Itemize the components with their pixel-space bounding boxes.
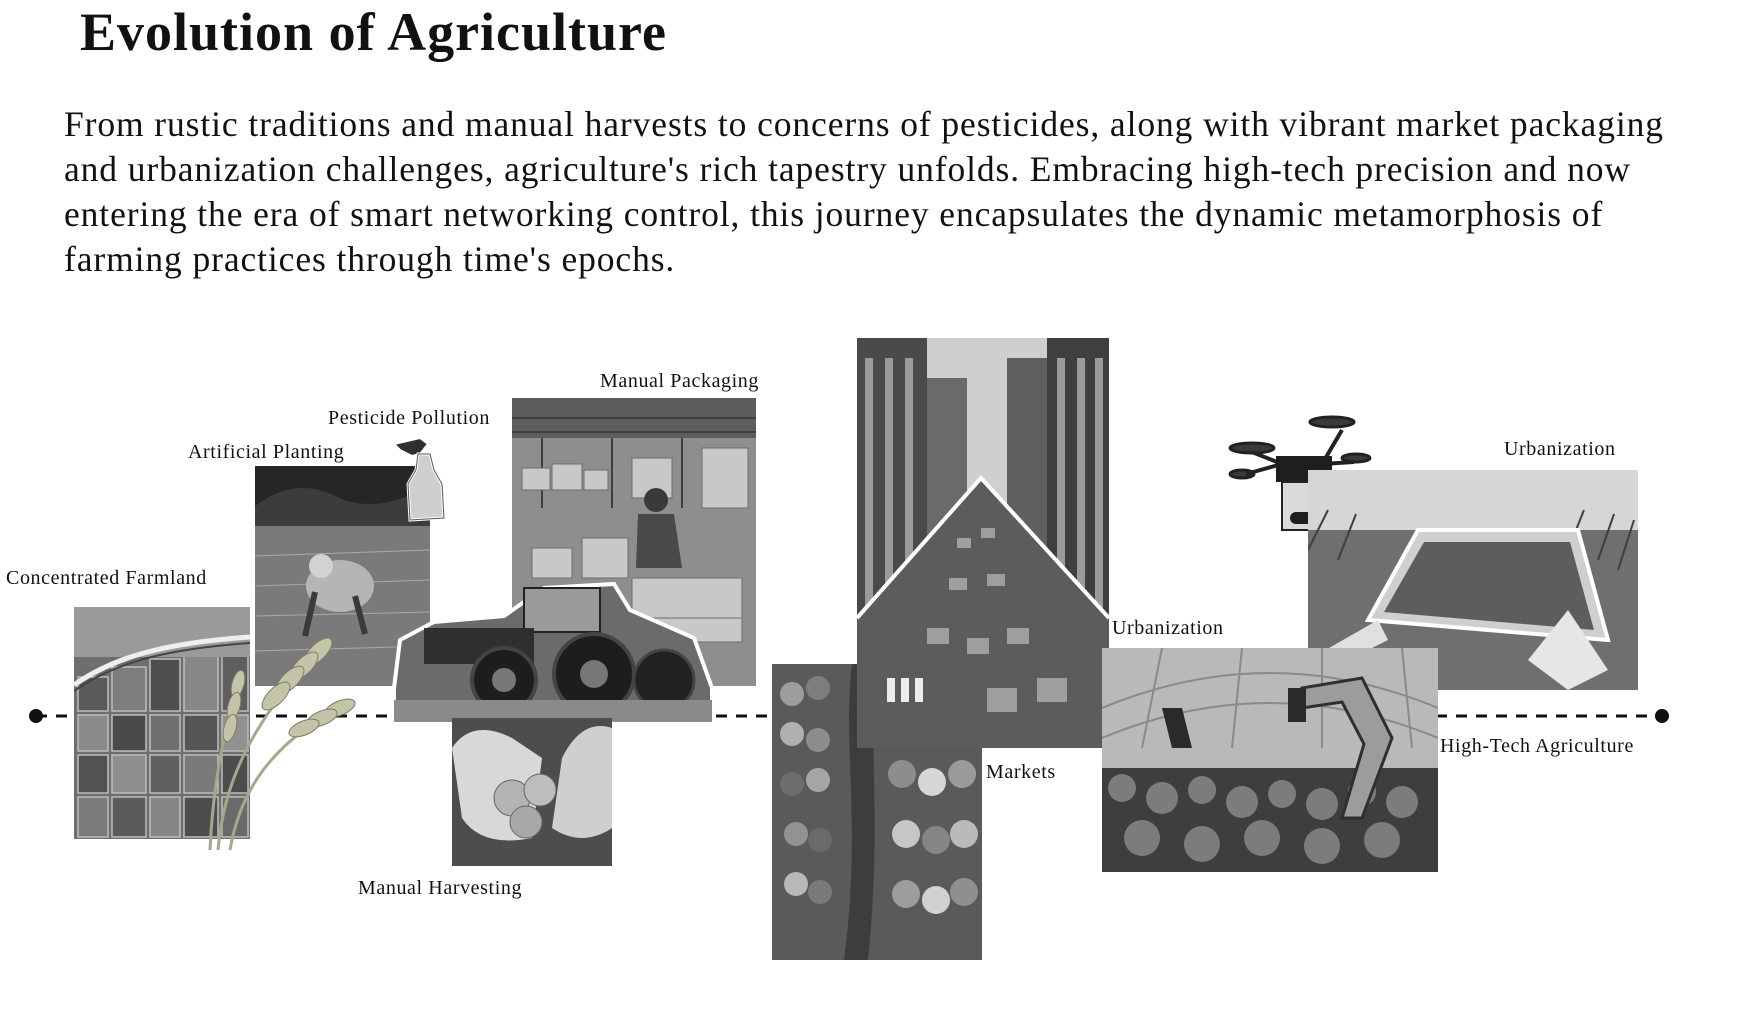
label-manual-packaging: Manual Packaging: [600, 370, 760, 392]
spray-bottle-icon: [390, 434, 448, 524]
timeline-end-dot: [1655, 709, 1669, 723]
greenhouse-robot-arms-photo: [1102, 648, 1438, 872]
label-markets: Markets: [986, 761, 1056, 783]
tractor-cutout: [394, 570, 714, 722]
wheat-stalks-cutout: [200, 622, 378, 852]
city-street-photo: [857, 338, 1109, 748]
label-urbanization-top: Urbanization: [1504, 438, 1616, 460]
intro-paragraph: From rustic traditions and manual harvests to concerns of pesticides, along with vibrant market packaging and urbanization challenges, agriculture's rich tapestry unfolds. Embracing high-tech precision and now entering the era of smart networking control, this journey encapsulates the dynamic metamorphosis of farming practices through time's epochs.: [64, 104, 1664, 279]
label-high-tech-agriculture: High-Tech Agriculture: [1440, 735, 1634, 757]
label-manual-harvesting: Manual Harvesting: [358, 877, 523, 899]
timeline-start-dot: [29, 709, 43, 723]
label-pesticide-pollution: Pesticide Pollution: [328, 407, 490, 429]
label-artificial-planting: Artificial Planting: [188, 441, 345, 463]
label-urbanization-mid: Urbanization: [1112, 617, 1224, 639]
hands-garlic-photo: [452, 718, 612, 866]
label-concentrated-farmland: Concentrated Farmland: [6, 567, 207, 589]
page-title: Evolution of Agriculture: [80, 2, 668, 62]
